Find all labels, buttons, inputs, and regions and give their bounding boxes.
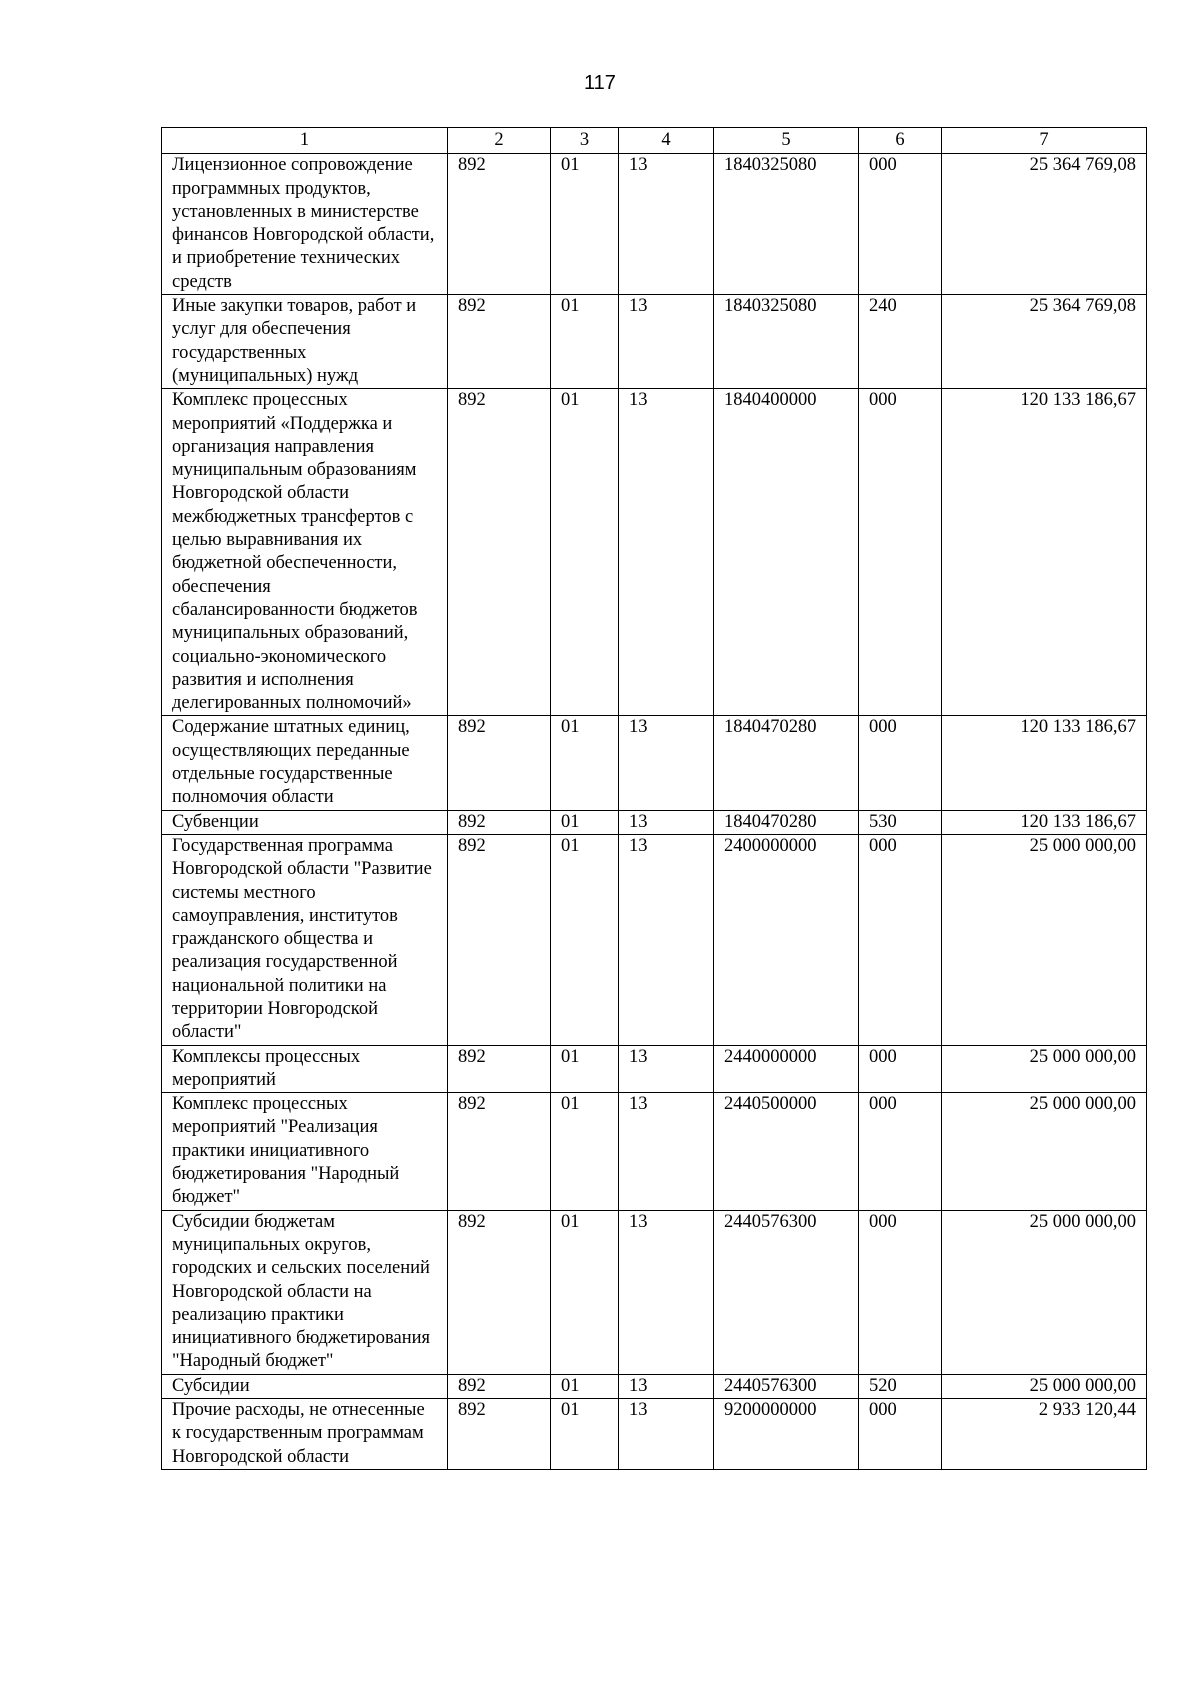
cell-target-article: 9200000000 <box>714 1399 859 1470</box>
cell-section: 01 <box>551 1045 619 1093</box>
cell-subsection: 13 <box>619 1045 714 1093</box>
cell-grbs: 892 <box>448 1399 551 1470</box>
table-row <box>162 1399 1147 1470</box>
cell-section: 01 <box>551 834 619 1045</box>
cell-target-article: 2400000000 <box>714 834 859 1045</box>
cell-amount: 25 000 000,00 <box>942 1374 1147 1398</box>
cell-grbs: 892 <box>448 389 551 716</box>
cell-subsection: 13 <box>619 810 714 834</box>
cell-subsection: 13 <box>619 154 714 295</box>
cell-name: Иные закупки товаров, работ и услуг для обеспечения государственных (муниципальных) нужд <box>162 295 448 389</box>
cell-grbs: 892 <box>448 1210 551 1374</box>
table-row <box>162 154 1147 295</box>
cell-target-article: 1840325080 <box>714 154 859 295</box>
cell-grbs: 892 <box>448 716 551 810</box>
cell-amount: 25 000 000,00 <box>942 1210 1147 1374</box>
cell-target-article: 1840470280 <box>714 716 859 810</box>
cell-subsection: 13 <box>619 716 714 810</box>
cell-subsection: 13 <box>619 389 714 716</box>
cell-grbs: 892 <box>448 1374 551 1398</box>
table-row <box>162 716 1147 810</box>
cell-name: Субвенции <box>162 810 448 834</box>
cell-section: 01 <box>551 1399 619 1470</box>
cell-target-article: 1840325080 <box>714 295 859 389</box>
cell-section: 01 <box>551 716 619 810</box>
cell-amount: 25 364 769,08 <box>942 154 1147 295</box>
table-row <box>162 834 1147 1045</box>
page-number: 117 <box>584 72 616 94</box>
table-body <box>162 154 1147 1470</box>
cell-name: Государственная программа Новгородской области "Развитие системы местного самоуправления, институтов гражданского общества и реализация государственной национальной политики на территории Новгородской области" <box>162 834 448 1045</box>
cell-amount: 25 000 000,00 <box>942 1093 1147 1210</box>
cell-amount: 2 933 120,44 <box>942 1399 1147 1470</box>
cell-grbs: 892 <box>448 154 551 295</box>
cell-target-article: 1840470280 <box>714 810 859 834</box>
cell-target-article: 2440500000 <box>714 1093 859 1210</box>
cell-expense-type: 000 <box>859 1399 942 1470</box>
cell-expense-type: 240 <box>859 295 942 389</box>
table-row <box>162 1374 1147 1398</box>
table-row <box>162 1045 1147 1093</box>
table-row <box>162 810 1147 834</box>
cell-section: 01 <box>551 1374 619 1398</box>
cell-expense-type: 000 <box>859 154 942 295</box>
cell-subsection: 13 <box>619 1210 714 1374</box>
cell-section: 01 <box>551 389 619 716</box>
cell-section: 01 <box>551 154 619 295</box>
cell-expense-type: 000 <box>859 1045 942 1093</box>
cell-section: 01 <box>551 1210 619 1374</box>
cell-name: Содержание штатных единиц, осуществляющих переданные отдельные государственные полномочия области <box>162 716 448 810</box>
column-header: 4 <box>619 128 714 154</box>
cell-name: Комплекс процессных мероприятий «Поддержка и организация направления муниципальным образованиям Новгородской области межбюджетных трансфертов с целью выравнивания их бюджетной обеспеченности, обеспечения сбалансированности бюджетов муниципальных образований, социально-экономического развития и исполнения делегированных полномочий» <box>162 389 448 716</box>
column-header: 1 <box>162 128 448 154</box>
budget-table <box>161 127 1147 1470</box>
table-row <box>162 389 1147 716</box>
cell-target-article: 2440576300 <box>714 1210 859 1374</box>
cell-name: Субсидии бюджетам муниципальных округов, городских и сельских поселений Новгородской области на реализацию практики инициативного бюджетирования "Народный бюджет" <box>162 1210 448 1374</box>
column-header: 6 <box>859 128 942 154</box>
cell-amount: 120 133 186,67 <box>942 716 1147 810</box>
table-row <box>162 1093 1147 1210</box>
cell-grbs: 892 <box>448 295 551 389</box>
column-header: 2 <box>448 128 551 154</box>
cell-section: 01 <box>551 1093 619 1210</box>
column-header: 5 <box>714 128 859 154</box>
cell-grbs: 892 <box>448 810 551 834</box>
cell-subsection: 13 <box>619 295 714 389</box>
cell-amount: 25 000 000,00 <box>942 1045 1147 1093</box>
cell-amount: 120 133 186,67 <box>942 389 1147 716</box>
column-header: 7 <box>942 128 1147 154</box>
cell-expense-type: 000 <box>859 1210 942 1374</box>
cell-amount: 25 000 000,00 <box>942 834 1147 1045</box>
cell-expense-type: 530 <box>859 810 942 834</box>
cell-subsection: 13 <box>619 834 714 1045</box>
cell-expense-type: 000 <box>859 389 942 716</box>
cell-target-article: 2440000000 <box>714 1045 859 1093</box>
cell-name: Комплекс процессных мероприятий "Реализация практики инициативного бюджетирования "Народный бюджет" <box>162 1093 448 1210</box>
cell-subsection: 13 <box>619 1093 714 1210</box>
cell-subsection: 13 <box>619 1399 714 1470</box>
cell-expense-type: 520 <box>859 1374 942 1398</box>
cell-name: Лицензионное сопровождение программных продуктов, установленных в министерстве финансов Новгородской области, и приобретение технических средств <box>162 154 448 295</box>
table-row <box>162 1210 1147 1374</box>
cell-section: 01 <box>551 295 619 389</box>
cell-grbs: 892 <box>448 1093 551 1210</box>
cell-subsection: 13 <box>619 1374 714 1398</box>
cell-expense-type: 000 <box>859 1093 942 1210</box>
cell-grbs: 892 <box>448 834 551 1045</box>
cell-target-article: 2440576300 <box>714 1374 859 1398</box>
cell-name: Субсидии <box>162 1374 448 1398</box>
cell-amount: 120 133 186,67 <box>942 810 1147 834</box>
cell-expense-type: 000 <box>859 716 942 810</box>
cell-amount: 25 364 769,08 <box>942 295 1147 389</box>
cell-grbs: 892 <box>448 1045 551 1093</box>
cell-name: Комплексы процессных мероприятий <box>162 1045 448 1093</box>
cell-expense-type: 000 <box>859 834 942 1045</box>
column-header: 3 <box>551 128 619 154</box>
cell-name: Прочие расходы, не отнесенные к государственным программам Новгородской области <box>162 1399 448 1470</box>
table-row <box>162 295 1147 389</box>
cell-section: 01 <box>551 810 619 834</box>
cell-target-article: 1840400000 <box>714 389 859 716</box>
table-header-row <box>162 128 1147 154</box>
